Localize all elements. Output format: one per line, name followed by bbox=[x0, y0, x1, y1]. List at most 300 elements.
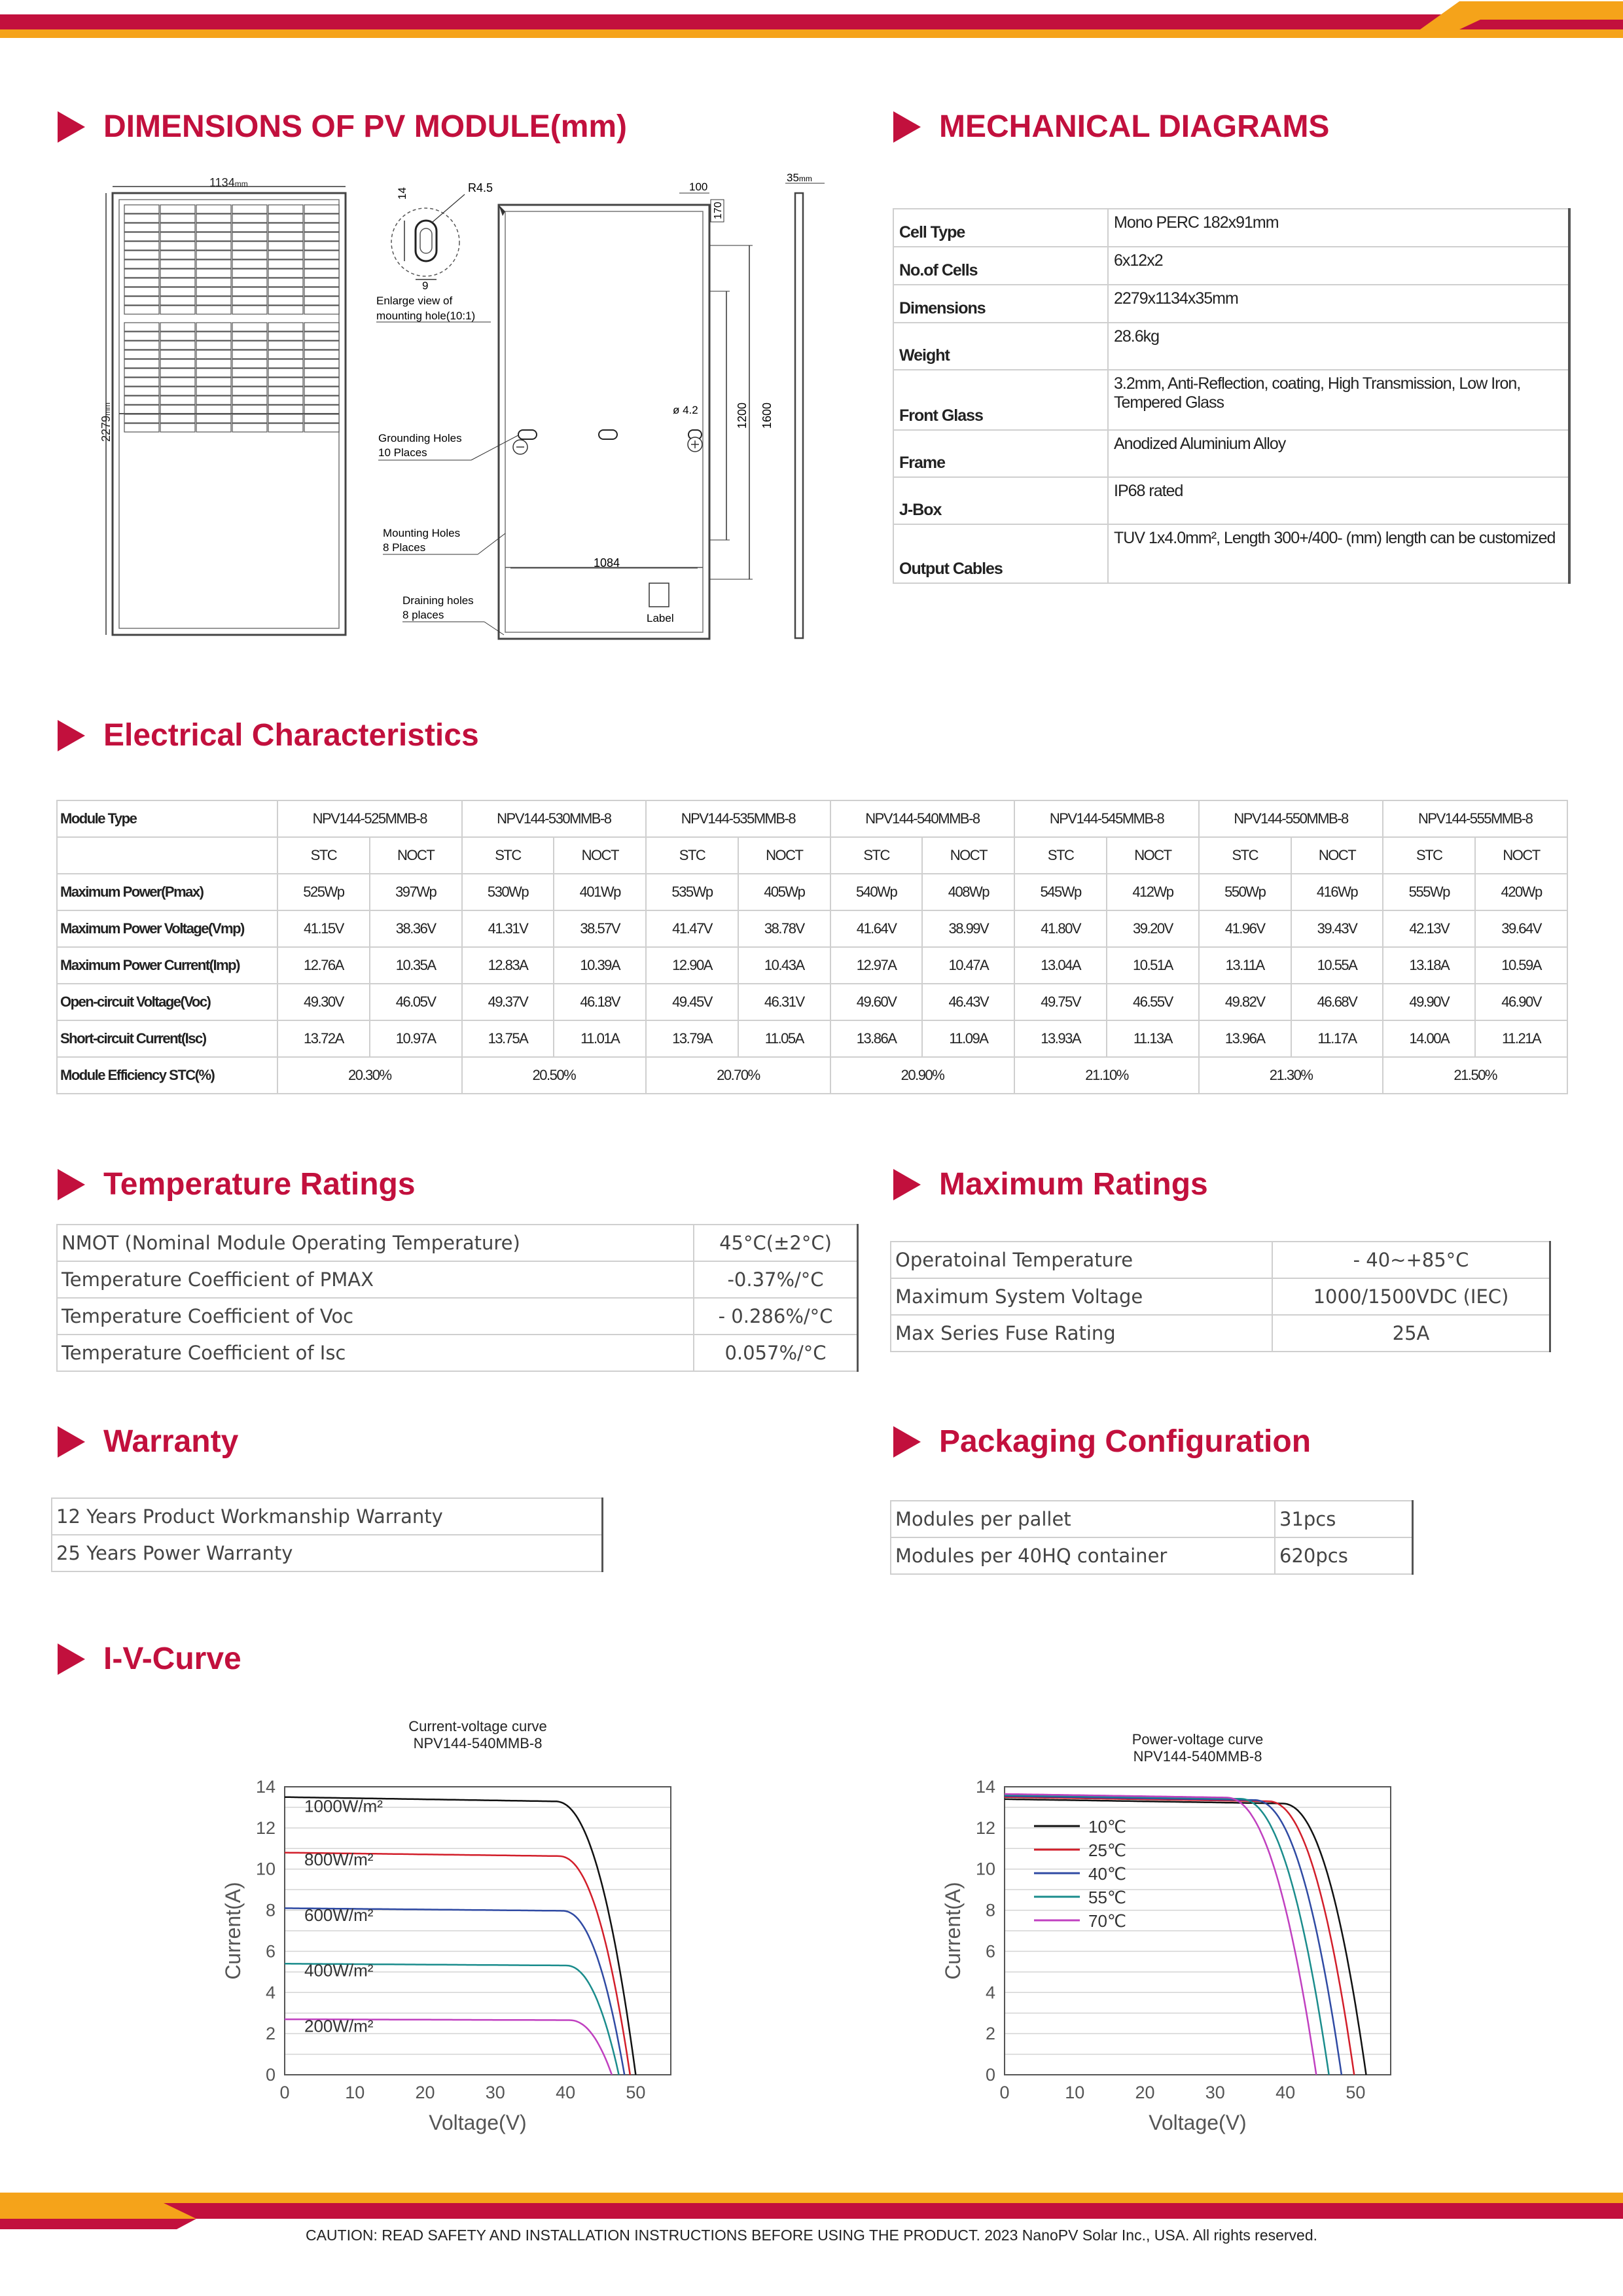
panel-side-view bbox=[785, 171, 825, 638]
solar-cell bbox=[124, 269, 159, 278]
model-name: NPV144-530MMB-8 bbox=[462, 800, 647, 837]
mechanical-row bbox=[893, 430, 1569, 477]
bottom-banner bbox=[0, 2193, 1623, 2232]
solar-cell bbox=[232, 278, 267, 287]
legend-entry: 70℃ bbox=[1088, 1911, 1127, 1931]
solar-cell bbox=[124, 359, 159, 368]
table-row bbox=[891, 1537, 1413, 1574]
y-axis-label: Current(A) bbox=[221, 1882, 245, 1980]
mechanical-row bbox=[893, 323, 1569, 370]
mechanical-row bbox=[893, 285, 1569, 323]
legend-entry: 40℃ bbox=[1088, 1864, 1127, 1884]
module-dimension-drawing bbox=[92, 167, 844, 651]
spec-value: 2279x1134x35mm bbox=[1108, 285, 1569, 323]
solar-cell bbox=[304, 260, 339, 268]
section-title-maximum: Maximum Ratings bbox=[893, 1166, 1208, 1202]
mechanical-row bbox=[893, 477, 1569, 524]
solar-cell bbox=[268, 423, 303, 432]
spec-label: Dimensions bbox=[893, 285, 1108, 323]
table-cell: 49.37V bbox=[462, 984, 554, 1020]
model-name: NPV144-555MMB-8 bbox=[1383, 800, 1567, 837]
maximum-table bbox=[890, 1241, 1551, 1352]
solar-cell bbox=[268, 359, 303, 368]
y-tick-label: 12 bbox=[975, 1818, 995, 1838]
solar-cell bbox=[304, 287, 339, 296]
table-cell: 550Wp bbox=[1199, 874, 1291, 910]
solar-cell bbox=[268, 223, 303, 232]
solar-cell bbox=[196, 323, 231, 331]
solar-cell bbox=[232, 368, 267, 377]
table-cell: 49.82V bbox=[1199, 984, 1291, 1020]
series-label: 200W/m² bbox=[304, 2016, 374, 2036]
section-title-ivcurve: I-V-Curve bbox=[58, 1641, 241, 1677]
table-cell: 11.17A bbox=[1291, 1020, 1383, 1057]
solar-cell bbox=[196, 332, 231, 340]
table-cell: 41.80V bbox=[1014, 910, 1107, 947]
noct-header: NOCT bbox=[554, 837, 646, 874]
solar-cell bbox=[304, 396, 339, 404]
y-tick-label: 2 bbox=[265, 2024, 276, 2044]
table-row bbox=[57, 1261, 858, 1298]
y-tick-label: 8 bbox=[265, 1900, 276, 1920]
spec-value: TUV 1x4.0mm², Length 300+/400- (mm) length can be customized bbox=[1108, 524, 1569, 583]
table-cell: 535Wp bbox=[646, 874, 738, 910]
table-row bbox=[891, 1242, 1550, 1278]
solar-cell bbox=[304, 242, 339, 250]
table-cell: 13.75A bbox=[462, 1020, 554, 1057]
solar-cell bbox=[160, 368, 195, 377]
table-cell: 39.20V bbox=[1107, 910, 1199, 947]
row-value: 0.057%/°C bbox=[694, 1335, 858, 1371]
mounting-label-1: Mounting Holes bbox=[383, 527, 461, 539]
solar-cell bbox=[196, 423, 231, 432]
triangle-icon bbox=[893, 1426, 921, 1458]
solar-cell bbox=[160, 396, 195, 404]
solar-cell bbox=[304, 368, 339, 377]
caution-footer: CAUTION: READ SAFETY AND INSTALLATION INSTRUCTIONS BEFORE USING THE PRODUCT. 2023 NanoPV Solar Inc., USA. All rights reserved. bbox=[305, 2227, 1318, 2244]
solar-cell bbox=[160, 405, 195, 414]
solar-cell bbox=[196, 223, 231, 232]
temperature-table bbox=[56, 1224, 859, 1372]
x-tick-label: 0 bbox=[999, 2083, 1010, 2102]
model-name: NPV144-550MMB-8 bbox=[1199, 800, 1383, 837]
x-tick-label: 20 bbox=[415, 2083, 435, 2102]
stc-header: STC bbox=[462, 837, 554, 874]
spec-label: Front Glass bbox=[893, 370, 1108, 430]
table-cell: 41.31V bbox=[462, 910, 554, 947]
row-label: Maximum Power(Pmax) bbox=[57, 874, 277, 910]
solar-cell bbox=[232, 323, 267, 331]
efficiency-cell: 20.30% bbox=[277, 1057, 462, 1094]
solar-cell bbox=[124, 423, 159, 432]
dim-1084: 1084 bbox=[594, 556, 620, 569]
solar-cell bbox=[124, 341, 159, 350]
dim-1600: 1600 bbox=[760, 402, 774, 429]
solar-cell bbox=[304, 251, 339, 259]
solar-cell bbox=[196, 378, 231, 386]
row-label: NMOT (Nominal Module Operating Temperature) bbox=[57, 1225, 694, 1261]
solar-cell bbox=[304, 350, 339, 359]
y-tick-label: 8 bbox=[985, 1900, 995, 1920]
solar-cell bbox=[268, 260, 303, 268]
table-row bbox=[57, 1020, 1567, 1057]
width-dimension: 1134mm bbox=[209, 176, 248, 189]
mechanical-row bbox=[893, 370, 1569, 430]
row-label: Open-circuit Voltage(Voc) bbox=[57, 984, 277, 1020]
solar-cell bbox=[196, 405, 231, 414]
solar-cell bbox=[124, 323, 159, 331]
solar-cell bbox=[232, 223, 267, 232]
table-cell: 46.68V bbox=[1291, 984, 1383, 1020]
solar-cell bbox=[196, 368, 231, 377]
panel-front-view bbox=[99, 176, 346, 635]
row-label: Maximum System Voltage bbox=[891, 1278, 1272, 1315]
solar-cell bbox=[160, 378, 195, 386]
row-label: Modules per pallet bbox=[891, 1501, 1275, 1537]
mechanical-row bbox=[893, 209, 1569, 247]
legend-entry: 55℃ bbox=[1088, 1888, 1127, 1907]
table-cell: 412Wp bbox=[1107, 874, 1199, 910]
spec-value: 3.2mm, Anti-Reflection, coating, High Transmission, Low Iron, Tempered Glass bbox=[1108, 370, 1569, 430]
row-value: -0.37%/°C bbox=[694, 1261, 858, 1298]
table-cell: 11.05A bbox=[738, 1020, 830, 1057]
solar-cell bbox=[268, 341, 303, 350]
chart-subtitle: NPV144-540MMB-8 bbox=[413, 1735, 543, 1751]
spec-value: Anodized Aluminium Alloy bbox=[1108, 430, 1569, 477]
solar-cell bbox=[160, 251, 195, 259]
row-label: Temperature Coefficient of Isc bbox=[57, 1335, 694, 1371]
solar-cell bbox=[304, 205, 339, 213]
row-value: 620pcs bbox=[1275, 1537, 1413, 1574]
table-cell: 41.15V bbox=[277, 910, 370, 947]
solar-cell bbox=[124, 251, 159, 259]
model-name: NPV144-540MMB-8 bbox=[830, 800, 1015, 837]
table-cell: 46.90V bbox=[1475, 984, 1567, 1020]
triangle-icon bbox=[893, 1169, 921, 1200]
solar-cell bbox=[196, 359, 231, 368]
solar-cell bbox=[196, 242, 231, 250]
solar-cell bbox=[304, 332, 339, 340]
solar-cell bbox=[196, 251, 231, 259]
solar-cell bbox=[232, 332, 267, 340]
table-row bbox=[891, 1278, 1550, 1315]
table-cell: 13.86A bbox=[830, 1020, 923, 1057]
solar-cell bbox=[232, 296, 267, 305]
table-cell: 49.30V bbox=[277, 984, 370, 1020]
model-name: NPV144-545MMB-8 bbox=[1014, 800, 1199, 837]
table-cell: 11.09A bbox=[922, 1020, 1014, 1057]
chart-subtitle: NPV144-540MMB-8 bbox=[1133, 1748, 1262, 1765]
table-subheader-row bbox=[57, 837, 1567, 874]
solar-cell bbox=[268, 368, 303, 377]
solar-cell bbox=[232, 341, 267, 350]
solar-cell bbox=[160, 306, 195, 314]
triangle-icon bbox=[58, 1169, 85, 1200]
solar-cell bbox=[304, 278, 339, 287]
solar-cell bbox=[124, 296, 159, 305]
solar-cell bbox=[268, 232, 303, 241]
triangle-icon bbox=[58, 1426, 85, 1458]
radius-label: R4.5 bbox=[468, 181, 493, 194]
table-cell: 38.57V bbox=[554, 910, 646, 947]
solar-cell bbox=[124, 368, 159, 377]
solar-cell bbox=[268, 378, 303, 386]
pv-curve-chart bbox=[929, 1728, 1427, 2147]
model-name: NPV144-525MMB-8 bbox=[277, 800, 462, 837]
table-cell: 12.83A bbox=[462, 947, 554, 984]
table-cell: 540Wp bbox=[830, 874, 923, 910]
x-tick-label: 0 bbox=[279, 2083, 290, 2102]
solar-cell bbox=[160, 359, 195, 368]
solar-cell bbox=[160, 296, 195, 305]
iv-curve-chart bbox=[209, 1715, 707, 2147]
module-type-label: Module Type bbox=[57, 800, 277, 837]
table-cell: 46.55V bbox=[1107, 984, 1199, 1020]
mechanical-row bbox=[893, 247, 1569, 285]
solar-cell bbox=[160, 242, 195, 250]
row-value: 1000/1500VDC (IEC) bbox=[1272, 1278, 1550, 1315]
y-tick-label: 12 bbox=[255, 1818, 276, 1838]
row-label: Module Efficiency STC(%) bbox=[57, 1057, 277, 1094]
table-row bbox=[57, 874, 1567, 910]
solar-cell bbox=[196, 214, 231, 223]
solar-cell bbox=[124, 223, 159, 232]
spec-value: IP68 rated bbox=[1108, 477, 1569, 524]
table-cell: 46.43V bbox=[922, 984, 1014, 1020]
blank-cell bbox=[57, 837, 277, 874]
table-cell: 545Wp bbox=[1014, 874, 1107, 910]
solar-cell bbox=[304, 341, 339, 350]
solar-cell bbox=[304, 423, 339, 432]
stc-header: STC bbox=[1199, 837, 1291, 874]
solar-cell bbox=[196, 260, 231, 268]
solar-cell bbox=[268, 269, 303, 278]
stc-header: STC bbox=[277, 837, 370, 874]
solar-cell bbox=[124, 214, 159, 223]
table-cell: 12.97A bbox=[830, 947, 923, 984]
table-cell: 11.01A bbox=[554, 1020, 646, 1057]
label-box-text: Label bbox=[647, 612, 674, 624]
table-cell: 46.31V bbox=[738, 984, 830, 1020]
solar-cell bbox=[268, 306, 303, 314]
table-header-row bbox=[57, 800, 1567, 837]
solar-cell bbox=[232, 269, 267, 278]
noct-header: NOCT bbox=[1291, 837, 1383, 874]
solar-cell bbox=[160, 350, 195, 359]
table-cell: 13.93A bbox=[1014, 1020, 1107, 1057]
solar-cell bbox=[124, 405, 159, 414]
solar-cell bbox=[124, 387, 159, 395]
solar-cell bbox=[268, 405, 303, 414]
triangle-icon bbox=[58, 720, 85, 751]
solar-cell bbox=[160, 287, 195, 296]
y-tick-label: 10 bbox=[255, 1859, 276, 1879]
table-cell: 10.97A bbox=[370, 1020, 462, 1057]
triangle-icon bbox=[58, 1643, 85, 1675]
table-cell: 46.05V bbox=[370, 984, 462, 1020]
solar-cell bbox=[304, 269, 339, 278]
solar-cell bbox=[304, 296, 339, 305]
solar-cell bbox=[304, 232, 339, 241]
row-label: Maximum Power Voltage(Vmp) bbox=[57, 910, 277, 947]
dim-1200: 1200 bbox=[736, 402, 749, 429]
table-cell: 10.35A bbox=[370, 947, 462, 984]
table-cell: 38.78V bbox=[738, 910, 830, 947]
solar-cell bbox=[232, 405, 267, 414]
table-cell: 525Wp bbox=[277, 874, 370, 910]
y-tick-label: 0 bbox=[265, 2065, 276, 2085]
solar-cell bbox=[196, 306, 231, 314]
grounding-label-2: 10 Places bbox=[378, 446, 427, 459]
solar-cell bbox=[160, 260, 195, 268]
solar-cell bbox=[268, 387, 303, 395]
solar-cell bbox=[304, 223, 339, 232]
solar-cell bbox=[160, 341, 195, 350]
table-cell: 401Wp bbox=[554, 874, 646, 910]
table-cell: 49.90V bbox=[1383, 984, 1475, 1020]
solar-cell bbox=[232, 423, 267, 432]
row-value: - 0.286%/°C bbox=[694, 1298, 858, 1335]
table-cell: 49.60V bbox=[830, 984, 923, 1020]
table-cell: 11.13A bbox=[1107, 1020, 1199, 1057]
table-cell: 13.72A bbox=[277, 1020, 370, 1057]
solar-cell bbox=[160, 323, 195, 331]
table-row bbox=[52, 1498, 603, 1535]
table-cell: 530Wp bbox=[462, 874, 554, 910]
solar-cell bbox=[304, 306, 339, 314]
table-cell: 14.00A bbox=[1383, 1020, 1475, 1057]
row-label: Short-circuit Current(Isc) bbox=[57, 1020, 277, 1057]
solar-cell bbox=[304, 378, 339, 386]
table-cell: 10.43A bbox=[738, 947, 830, 984]
solar-cell bbox=[124, 396, 159, 404]
solar-cell bbox=[232, 214, 267, 223]
height-dimension: 2279mm bbox=[99, 402, 113, 442]
panel-back-view bbox=[499, 181, 774, 639]
table-cell: 39.64V bbox=[1475, 910, 1567, 947]
x-tick-label: 20 bbox=[1135, 2083, 1155, 2102]
table-cell: 49.45V bbox=[646, 984, 738, 1020]
solar-cell bbox=[232, 378, 267, 386]
stc-header: STC bbox=[1383, 837, 1475, 874]
table-row bbox=[891, 1501, 1413, 1537]
solar-cell bbox=[268, 205, 303, 213]
solar-cell bbox=[196, 387, 231, 395]
mounting-label-2: 8 Places bbox=[383, 541, 426, 554]
section-title-temperature: Temperature Ratings bbox=[58, 1166, 416, 1202]
solar-cell bbox=[124, 287, 159, 296]
x-tick-label: 40 bbox=[556, 2083, 576, 2102]
table-cell: 397Wp bbox=[370, 874, 462, 910]
section-title-electrical: Electrical Characteristics bbox=[58, 717, 479, 753]
x-tick-label: 40 bbox=[1275, 2083, 1296, 2102]
table-cell: 408Wp bbox=[922, 874, 1014, 910]
table-cell: 41.47V bbox=[646, 910, 738, 947]
solar-cell bbox=[232, 287, 267, 296]
x-tick-label: 50 bbox=[1346, 2083, 1366, 2102]
solar-cell bbox=[232, 232, 267, 241]
solar-cell bbox=[268, 332, 303, 340]
solar-cell bbox=[196, 341, 231, 350]
solar-cell bbox=[124, 414, 159, 423]
table-row bbox=[52, 1535, 603, 1571]
solar-cell bbox=[232, 205, 267, 213]
solar-cell bbox=[232, 306, 267, 314]
x-tick-label: 30 bbox=[485, 2083, 505, 2102]
draining-label-1: Draining holes bbox=[402, 594, 474, 607]
table-cell: 10.59A bbox=[1475, 947, 1567, 984]
solar-cell bbox=[160, 387, 195, 395]
y-tick-label: 4 bbox=[985, 1982, 995, 2003]
dim-14: 14 bbox=[396, 187, 408, 200]
mechanical-table bbox=[893, 208, 1571, 584]
efficiency-cell: 20.70% bbox=[646, 1057, 830, 1094]
solar-cell bbox=[160, 332, 195, 340]
noct-header: NOCT bbox=[738, 837, 830, 874]
solar-cell bbox=[160, 423, 195, 432]
row-label: Max Series Fuse Rating bbox=[891, 1315, 1272, 1352]
table-cell: 405Wp bbox=[738, 874, 830, 910]
section-title-dimensions: DIMENSIONS OF PV MODULE(mm) bbox=[58, 109, 627, 145]
legend-entry: 10℃ bbox=[1088, 1817, 1127, 1837]
efficiency-cell: 21.10% bbox=[1014, 1057, 1199, 1094]
solar-cell bbox=[160, 205, 195, 213]
table-cell: 11.21A bbox=[1475, 1020, 1567, 1057]
efficiency-cell: 21.50% bbox=[1383, 1057, 1567, 1094]
solar-cell bbox=[268, 323, 303, 331]
x-tick-label: 10 bbox=[345, 2083, 365, 2102]
solar-cell bbox=[160, 269, 195, 278]
table-row bbox=[57, 984, 1567, 1020]
solar-cell bbox=[196, 278, 231, 287]
stc-header: STC bbox=[646, 837, 738, 874]
mounting-hole-enlarge-view bbox=[376, 181, 493, 322]
row-label: Temperature Coefficient of PMAX bbox=[57, 1261, 694, 1298]
table-cell: 49.75V bbox=[1014, 984, 1107, 1020]
spec-label: J-Box bbox=[893, 477, 1108, 524]
solar-cell bbox=[196, 350, 231, 359]
triangle-icon bbox=[893, 111, 921, 143]
solar-cell bbox=[232, 359, 267, 368]
table-cell: 13.11A bbox=[1199, 947, 1291, 984]
solar-cell bbox=[124, 306, 159, 314]
table-cell: 12.90A bbox=[646, 947, 738, 984]
dim-170: 170 bbox=[713, 202, 724, 219]
y-tick-label: 6 bbox=[265, 1941, 276, 1962]
y-axis-label: Current(A) bbox=[941, 1882, 965, 1980]
solar-cell bbox=[268, 251, 303, 259]
table-cell: 10.39A bbox=[554, 947, 646, 984]
solar-cell bbox=[160, 232, 195, 241]
warranty-item: 12 Years Product Workmanship Warranty bbox=[52, 1498, 603, 1535]
row-label: Operatoinal Temperature bbox=[891, 1242, 1272, 1278]
table-cell: 10.51A bbox=[1107, 947, 1199, 984]
table-cell: 416Wp bbox=[1291, 874, 1383, 910]
x-axis-label: Voltage(V) bbox=[1149, 2111, 1247, 2134]
efficiency-cell: 20.50% bbox=[462, 1057, 647, 1094]
solar-cell bbox=[196, 287, 231, 296]
table-cell: 13.04A bbox=[1014, 947, 1107, 984]
solar-cell bbox=[232, 387, 267, 395]
efficiency-cell: 21.30% bbox=[1199, 1057, 1383, 1094]
top-banner bbox=[0, 0, 1623, 46]
stc-header: STC bbox=[830, 837, 923, 874]
enlarge-label-1: Enlarge view of bbox=[376, 295, 453, 307]
electrical-table bbox=[56, 800, 1568, 1094]
solar-cell bbox=[232, 251, 267, 259]
table-row bbox=[57, 1225, 858, 1261]
dim-9: 9 bbox=[422, 279, 429, 292]
